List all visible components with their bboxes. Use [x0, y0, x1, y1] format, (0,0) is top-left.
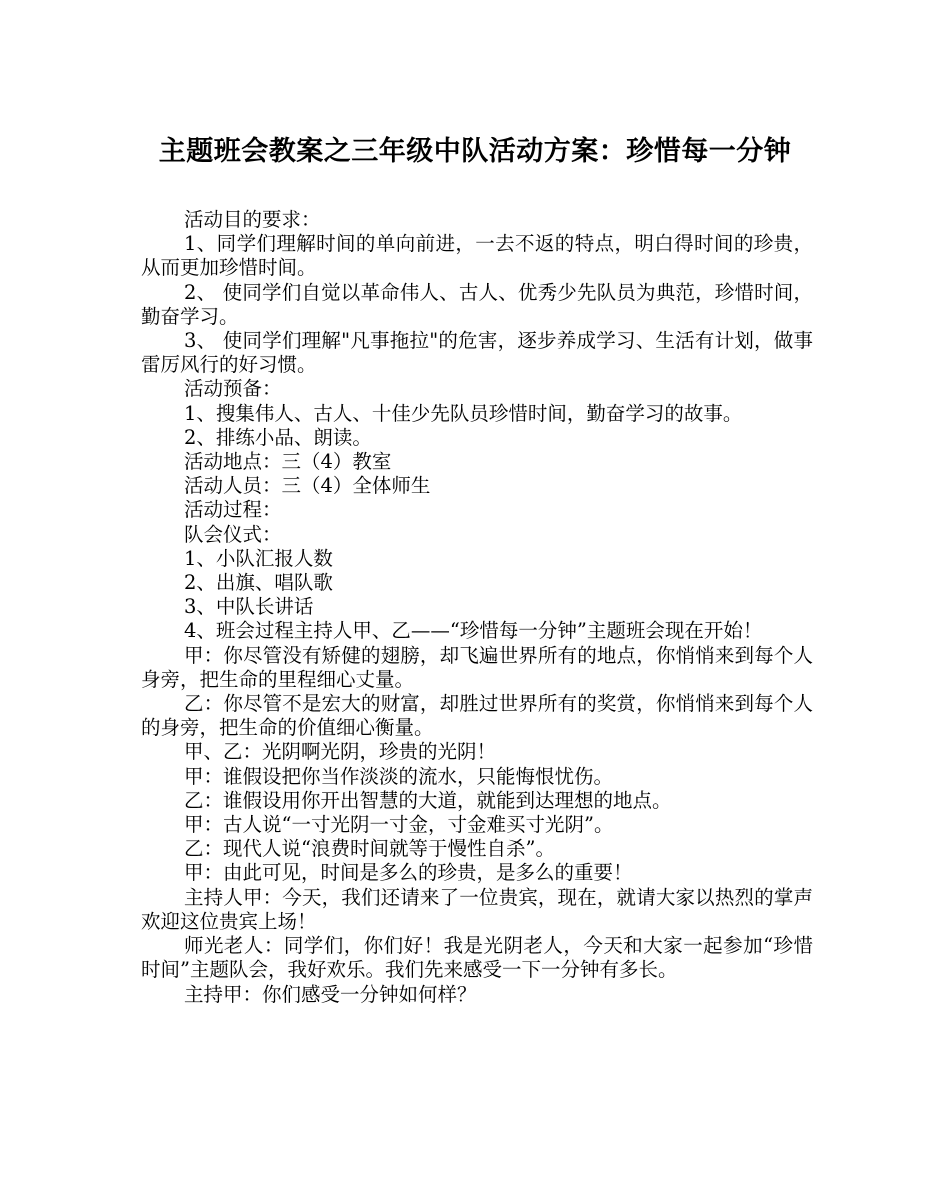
paragraph: 乙：你尽管不是宏大的财富，却胜过世界所有的奖赏，你悄悄来到每个人的身旁，把生命的价值细心衡量。: [141, 692, 813, 740]
paragraph: 活动人员：三（4）全体师生: [184, 474, 431, 498]
document-body: [141, 208, 813, 1007]
paragraph: 活动目的要求：: [184, 208, 321, 231]
paragraph: 师光老人：同学们，你们好！我是光阴老人，今天和大家一起参加“珍惜时间”主题队会，我好欢乐。我们先来感受一下一分钟有多长。: [141, 934, 813, 982]
paragraph: 乙：现代人说“浪费时间就等于慢性自杀”。: [184, 837, 555, 861]
paragraph: 活动预备：: [184, 377, 282, 401]
paragraph: 队会仪式：: [184, 522, 282, 546]
paragraph: 2、 使同学们自觉以革命伟人、古人、优秀少先队员为典范，珍惜时间，勤奋学习。: [141, 280, 813, 328]
paragraph: 1、小队汇报人数: [184, 546, 333, 570]
paragraph: 活动过程：: [184, 498, 282, 522]
paragraph: 主持甲：你们感受一分钟如何样？: [184, 982, 477, 1006]
paragraph: 活动地点：三（4）教室: [184, 450, 392, 474]
paragraph: 3、 使同学们理解"凡事拖拉"的危害，逐步养成学习、生活有计划，做事雷厉风行的好习惯。: [141, 329, 813, 377]
paragraph: 4、班会过程主持人甲、乙——“珍惜每一分钟”主题班会现在开始！: [184, 619, 763, 643]
paragraph: 1、搜集伟人、古人、十佳少先队员珍惜时间，勤奋学习的故事。: [184, 401, 743, 425]
paragraph: 甲：谁假设把你当作淡淡的流水，只能悔恨忧伤。: [184, 764, 614, 788]
paragraph: 2、排练小品、朗读。: [184, 425, 372, 449]
paragraph: 甲：由此可见，时间是多么的珍贵，是多么的重要！: [184, 861, 633, 885]
paragraph: 1、同学们理解时间的单向前进，一去不返的特点，明白得时间的珍贵，从而更加珍惜时间。: [141, 232, 813, 280]
paragraph: 主持人甲：今天，我们还请来了一位贵宾，现在，就请大家以热烈的掌声欢迎这位贵宾上场！: [141, 885, 813, 933]
paragraph: 甲：古人说“一寸光阴一寸金，寸金难买寸光阴”。: [184, 813, 614, 837]
document-title: 主题班会教案之三年级中队活动方案：珍惜每一分钟: [158, 136, 792, 167]
paragraph: 2、出旗、唱队歌: [184, 571, 333, 595]
paragraph: 甲、乙：光阴啊光阴，珍贵的光阴！: [184, 740, 497, 764]
paragraph: 3、中队长讲话: [184, 595, 314, 619]
paragraph: 乙：谁假设用你开出智慧的大道，就能到达理想的地点。: [184, 788, 672, 812]
paragraph: 甲：你尽管没有矫健的翅膀，却飞遍世界所有的地点，你悄悄来到每个人身旁，把生命的里程细心丈量。: [141, 643, 813, 691]
